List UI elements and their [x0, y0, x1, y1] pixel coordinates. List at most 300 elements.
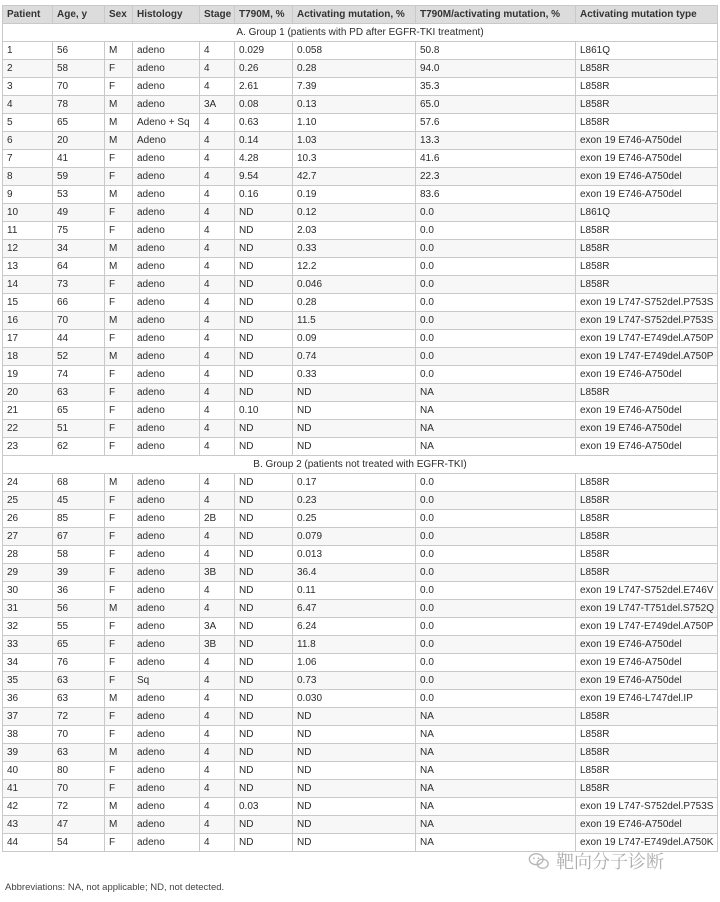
table-row — [3, 366, 718, 384]
table-cell: ND — [235, 492, 293, 510]
column-header: Patient — [3, 6, 53, 24]
abbreviations-footnote: Abbreviations: NA, not applicable; ND, not detected. — [5, 882, 225, 893]
table-cell: F — [105, 366, 133, 384]
table-cell: Adeno + Sq — [133, 114, 200, 132]
table-cell: adeno — [133, 780, 200, 798]
table-cell: ND — [235, 366, 293, 384]
table-cell: 72 — [53, 798, 105, 816]
table-cell: adeno — [133, 492, 200, 510]
table-cell: adeno — [133, 636, 200, 654]
table-cell: ND — [293, 834, 416, 852]
table-cell: 44 — [53, 330, 105, 348]
table-cell: ND — [235, 222, 293, 240]
table-cell: ND — [293, 420, 416, 438]
table-row — [3, 348, 718, 366]
table-cell: ND — [235, 438, 293, 456]
table-cell: F — [105, 618, 133, 636]
table-cell: F — [105, 438, 133, 456]
table-cell: F — [105, 60, 133, 78]
table-cell: 58 — [53, 546, 105, 564]
table-cell: 66 — [53, 294, 105, 312]
table-cell: adeno — [133, 150, 200, 168]
table-cell: 50.8 — [416, 42, 576, 60]
table-cell: 0.0 — [416, 582, 576, 600]
table-cell: 23 — [3, 438, 53, 456]
table-cell: 11.8 — [293, 636, 416, 654]
table-cell: 42.7 — [293, 168, 416, 186]
table-cell: M — [105, 258, 133, 276]
table-cell: 0.0 — [416, 294, 576, 312]
table-row — [3, 312, 718, 330]
table-cell: 0.0 — [416, 600, 576, 618]
table-cell: ND — [293, 816, 416, 834]
table-cell: 4 — [200, 492, 235, 510]
group2-title-row — [3, 456, 718, 474]
table-cell: ND — [235, 420, 293, 438]
table-cell: 13.3 — [416, 132, 576, 150]
table-cell: 4 — [200, 312, 235, 330]
table-cell: F — [105, 150, 133, 168]
table-cell: NA — [416, 816, 576, 834]
table-cell: 72 — [53, 708, 105, 726]
table-cell: M — [105, 816, 133, 834]
table-cell: 4 — [200, 744, 235, 762]
table-cell: 5 — [3, 114, 53, 132]
table-cell: 51 — [53, 420, 105, 438]
table-cell: adeno — [133, 438, 200, 456]
table-cell: exon 19 E746-A750del — [576, 420, 718, 438]
table-cell: 0.029 — [235, 42, 293, 60]
table-cell: 58 — [53, 60, 105, 78]
table-cell: 3B — [200, 636, 235, 654]
patient-table — [2, 5, 718, 852]
table-cell: ND — [293, 708, 416, 726]
table-cell: 2B — [200, 510, 235, 528]
table-cell: ND — [235, 510, 293, 528]
table-cell: 41.6 — [416, 150, 576, 168]
table-cell: adeno — [133, 276, 200, 294]
table-cell: 6.47 — [293, 600, 416, 618]
table-cell: 19 — [3, 366, 53, 384]
table-cell: ND — [235, 780, 293, 798]
table-cell: 55 — [53, 618, 105, 636]
table-cell: F — [105, 636, 133, 654]
table-row — [3, 96, 718, 114]
table-cell: 0.28 — [293, 294, 416, 312]
table-cell: NA — [416, 384, 576, 402]
table-cell: adeno — [133, 186, 200, 204]
table-cell: adeno — [133, 816, 200, 834]
table-cell: 7.39 — [293, 78, 416, 96]
table-cell: F — [105, 204, 133, 222]
table-cell: 4 — [200, 708, 235, 726]
table-cell: F — [105, 672, 133, 690]
table-cell: 0.14 — [235, 132, 293, 150]
table-cell: L858R — [576, 78, 718, 96]
table-cell: Adeno — [133, 132, 200, 150]
table-cell: 4.28 — [235, 150, 293, 168]
table-cell: ND — [235, 312, 293, 330]
table-row — [3, 42, 718, 60]
table-cell: 39 — [3, 744, 53, 762]
table-cell: 4 — [200, 186, 235, 204]
table-cell: adeno — [133, 708, 200, 726]
table-cell: 63 — [53, 744, 105, 762]
table-cell: L858R — [576, 96, 718, 114]
table-cell: ND — [235, 348, 293, 366]
table-cell: 0.19 — [293, 186, 416, 204]
table-cell: M — [105, 744, 133, 762]
table-cell: adeno — [133, 690, 200, 708]
table-cell: 26 — [3, 510, 53, 528]
column-header: T790M, % — [235, 6, 293, 24]
table-cell: F — [105, 330, 133, 348]
table-cell: 53 — [53, 186, 105, 204]
table-cell: 16 — [3, 312, 53, 330]
table-cell: 0.26 — [235, 60, 293, 78]
table-row — [3, 726, 718, 744]
table-cell: 0.0 — [416, 366, 576, 384]
table-cell: exon 19 E746-A750del — [576, 816, 718, 834]
table-cell: L861Q — [576, 204, 718, 222]
table-header — [3, 6, 718, 24]
table-cell: 20 — [53, 132, 105, 150]
table-cell: 39 — [53, 564, 105, 582]
table-row — [3, 618, 718, 636]
table-cell: M — [105, 600, 133, 618]
table-cell: 0.28 — [293, 60, 416, 78]
table-cell: 0.0 — [416, 672, 576, 690]
table-cell: ND — [293, 780, 416, 798]
column-header: Sex — [105, 6, 133, 24]
table-cell: 44 — [3, 834, 53, 852]
table-cell: 7 — [3, 150, 53, 168]
table-cell: F — [105, 510, 133, 528]
table-row — [3, 240, 718, 258]
table-cell: exon 19 E746-A750del — [576, 132, 718, 150]
table-cell: 9 — [3, 186, 53, 204]
table-cell: M — [105, 690, 133, 708]
table-body — [3, 24, 718, 852]
table-cell: adeno — [133, 600, 200, 618]
table-cell: 4 — [200, 780, 235, 798]
table-cell: ND — [235, 726, 293, 744]
table-cell: F — [105, 492, 133, 510]
wechat-icon — [528, 850, 550, 872]
table-cell: 0.0 — [416, 510, 576, 528]
table-cell: L858R — [576, 240, 718, 258]
table-row — [3, 168, 718, 186]
table-cell: 80 — [53, 762, 105, 780]
table-cell: 0.030 — [293, 690, 416, 708]
table-cell: 68 — [53, 474, 105, 492]
table-cell: 36 — [3, 690, 53, 708]
table-row — [3, 510, 718, 528]
group1-title-row — [3, 24, 718, 42]
table-cell: adeno — [133, 60, 200, 78]
table-cell: ND — [235, 672, 293, 690]
table-row — [3, 690, 718, 708]
table-cell: 0.74 — [293, 348, 416, 366]
table-cell: 0.046 — [293, 276, 416, 294]
table-cell: 0.0 — [416, 312, 576, 330]
table-cell: adeno — [133, 312, 200, 330]
table-cell: 2.61 — [235, 78, 293, 96]
table-cell: M — [105, 42, 133, 60]
table-cell: 4 — [200, 60, 235, 78]
table-row — [3, 438, 718, 456]
table-cell: L858R — [576, 222, 718, 240]
table-cell: M — [105, 240, 133, 258]
table-cell: adeno — [133, 402, 200, 420]
table-row — [3, 654, 718, 672]
table-cell: exon 19 L747-S752del.P753S — [576, 294, 718, 312]
table-row — [3, 474, 718, 492]
table-row — [3, 762, 718, 780]
table-cell: 94.0 — [416, 60, 576, 78]
table-cell: 11 — [3, 222, 53, 240]
table-cell: M — [105, 348, 133, 366]
table-row — [3, 744, 718, 762]
table-cell: 65 — [53, 636, 105, 654]
table-cell: F — [105, 78, 133, 96]
table-cell: 74 — [53, 366, 105, 384]
table-cell: NA — [416, 420, 576, 438]
table-cell: exon 19 E746-A750del — [576, 366, 718, 384]
table-cell: 63 — [53, 690, 105, 708]
table-cell: 4 — [200, 240, 235, 258]
table-row — [3, 294, 718, 312]
table-cell: 24 — [3, 474, 53, 492]
table-cell: 2 — [3, 60, 53, 78]
table-cell: 75 — [53, 222, 105, 240]
table-cell: 4 — [200, 438, 235, 456]
table-cell: 76 — [53, 654, 105, 672]
table-cell: 18 — [3, 348, 53, 366]
table-cell: adeno — [133, 384, 200, 402]
table-cell: 0.0 — [416, 528, 576, 546]
table-cell: 3A — [200, 96, 235, 114]
table-row — [3, 582, 718, 600]
table-cell: exon 19 E746-A750del — [576, 636, 718, 654]
table-row — [3, 60, 718, 78]
table-cell: exon 19 L747-T751del.S752Q — [576, 600, 718, 618]
table-cell: 32 — [3, 618, 53, 636]
table-cell: ND — [293, 438, 416, 456]
table-cell: 4 — [200, 348, 235, 366]
table-cell: L858R — [576, 276, 718, 294]
table-cell: exon 19 L747-E749del.A750P — [576, 330, 718, 348]
table-cell: 64 — [53, 258, 105, 276]
table-cell: adeno — [133, 834, 200, 852]
table-row — [3, 798, 718, 816]
table-cell: 57.6 — [416, 114, 576, 132]
table-cell: ND — [235, 582, 293, 600]
table-cell: F — [105, 384, 133, 402]
table-cell: F — [105, 168, 133, 186]
table-cell: exon 19 L747-S752del.P753S — [576, 798, 718, 816]
table-cell: 4 — [200, 528, 235, 546]
table-cell: exon 19 E746-A750del — [576, 186, 718, 204]
table-cell: 27 — [3, 528, 53, 546]
table-cell: 52 — [53, 348, 105, 366]
table-cell: Sq — [133, 672, 200, 690]
table-cell: ND — [235, 834, 293, 852]
table-cell: 4 — [200, 132, 235, 150]
table-cell: NA — [416, 726, 576, 744]
table-cell: ND — [235, 816, 293, 834]
table-cell: 4 — [200, 582, 235, 600]
table-cell: adeno — [133, 564, 200, 582]
table-cell: 12.2 — [293, 258, 416, 276]
table-cell: F — [105, 546, 133, 564]
table-cell: 70 — [53, 780, 105, 798]
table-cell: 10 — [3, 204, 53, 222]
table-cell: L861Q — [576, 42, 718, 60]
table-row — [3, 546, 718, 564]
table-cell: 34 — [3, 654, 53, 672]
table-cell: ND — [235, 294, 293, 312]
table-row — [3, 330, 718, 348]
table-cell: adeno — [133, 204, 200, 222]
table-row — [3, 564, 718, 582]
table-cell: F — [105, 528, 133, 546]
table-cell: exon 19 E746-A750del — [576, 402, 718, 420]
table-cell: M — [105, 186, 133, 204]
table-cell: 1.10 — [293, 114, 416, 132]
table-cell: 4 — [200, 690, 235, 708]
table-cell: 38 — [3, 726, 53, 744]
table-row — [3, 816, 718, 834]
table-cell: exon 19 L747-S752del.E746V — [576, 582, 718, 600]
table-row — [3, 276, 718, 294]
table-cell: adeno — [133, 582, 200, 600]
table-cell: ND — [235, 204, 293, 222]
table-cell: 0.0 — [416, 492, 576, 510]
table-cell: exon 19 L747-E749del.A750K — [576, 834, 718, 852]
table-row — [3, 150, 718, 168]
group-title: B. Group 2 (patients not treated with EGFR-TKI) — [3, 456, 718, 474]
table-row — [3, 672, 718, 690]
table-cell: L858R — [576, 492, 718, 510]
table-row — [3, 114, 718, 132]
table-cell: 4 — [200, 402, 235, 420]
table-cell: F — [105, 780, 133, 798]
table-cell: 4 — [200, 168, 235, 186]
table-cell: 4 — [200, 798, 235, 816]
table-row — [3, 636, 718, 654]
table-cell: F — [105, 708, 133, 726]
table-cell: 0.0 — [416, 564, 576, 582]
table-cell: L858R — [576, 546, 718, 564]
table-cell: ND — [293, 762, 416, 780]
table-cell: 85 — [53, 510, 105, 528]
table-cell: 4 — [200, 654, 235, 672]
table-cell: exon 19 E746-L747del.IP — [576, 690, 718, 708]
table-cell: adeno — [133, 798, 200, 816]
table-cell: 4 — [200, 762, 235, 780]
table-cell: F — [105, 276, 133, 294]
table-cell: 6 — [3, 132, 53, 150]
table-cell: 41 — [3, 780, 53, 798]
table-cell: 36 — [53, 582, 105, 600]
table-cell: 0.17 — [293, 474, 416, 492]
table-cell: 65 — [53, 402, 105, 420]
table-row — [3, 420, 718, 438]
table-cell: L858R — [576, 780, 718, 798]
table-cell: 56 — [53, 600, 105, 618]
table-cell: 73 — [53, 276, 105, 294]
table-cell: NA — [416, 708, 576, 726]
table-cell: L858R — [576, 510, 718, 528]
table-cell: 0.33 — [293, 366, 416, 384]
table-cell: 42 — [3, 798, 53, 816]
table-cell: 62 — [53, 438, 105, 456]
table-cell: 6.24 — [293, 618, 416, 636]
table-cell: F — [105, 582, 133, 600]
table-cell: 0.0 — [416, 348, 576, 366]
table-cell: ND — [235, 600, 293, 618]
table-row — [3, 222, 718, 240]
table-cell: ND — [293, 726, 416, 744]
table-cell: 0.0 — [416, 204, 576, 222]
table-cell: 0.013 — [293, 546, 416, 564]
table-cell: 70 — [53, 78, 105, 96]
table-cell: 4 — [200, 150, 235, 168]
table-cell: ND — [293, 402, 416, 420]
table-cell: 4 — [200, 222, 235, 240]
table-cell: 4 — [200, 330, 235, 348]
table-cell: exon 19 L747-S752del.P753S — [576, 312, 718, 330]
table-cell: 0.058 — [293, 42, 416, 60]
table-cell: 3A — [200, 618, 235, 636]
table-cell: adeno — [133, 294, 200, 312]
table-cell: F — [105, 294, 133, 312]
table-cell: 0.13 — [293, 96, 416, 114]
table-cell: exon 19 L747-E749del.A750P — [576, 348, 718, 366]
table-cell: 83.6 — [416, 186, 576, 204]
table-cell: adeno — [133, 348, 200, 366]
table-row — [3, 600, 718, 618]
table-row — [3, 204, 718, 222]
table-cell: F — [105, 762, 133, 780]
table-cell: 4 — [200, 42, 235, 60]
table-cell: 0.12 — [293, 204, 416, 222]
table-cell: NA — [416, 744, 576, 762]
table-cell: 1.06 — [293, 654, 416, 672]
table-row — [3, 384, 718, 402]
table-cell: 0.079 — [293, 528, 416, 546]
table-cell: 4 — [200, 816, 235, 834]
table-cell: 56 — [53, 42, 105, 60]
table-cell: 49 — [53, 204, 105, 222]
table-cell: 0.73 — [293, 672, 416, 690]
column-header: Activating mutation, % — [293, 6, 416, 24]
table-cell: 65 — [53, 114, 105, 132]
table-cell: exon 19 E746-A750del — [576, 438, 718, 456]
table-cell: 20 — [3, 384, 53, 402]
table-cell: ND — [235, 744, 293, 762]
column-header: T790M/activating mutation, % — [416, 6, 576, 24]
table-cell: L858R — [576, 114, 718, 132]
table-cell: adeno — [133, 258, 200, 276]
watermark — [528, 848, 664, 874]
table-cell: 8 — [3, 168, 53, 186]
column-header: Age, y — [53, 6, 105, 24]
table-cell: 0.11 — [293, 582, 416, 600]
table-cell: 47 — [53, 816, 105, 834]
table-cell: 29 — [3, 564, 53, 582]
